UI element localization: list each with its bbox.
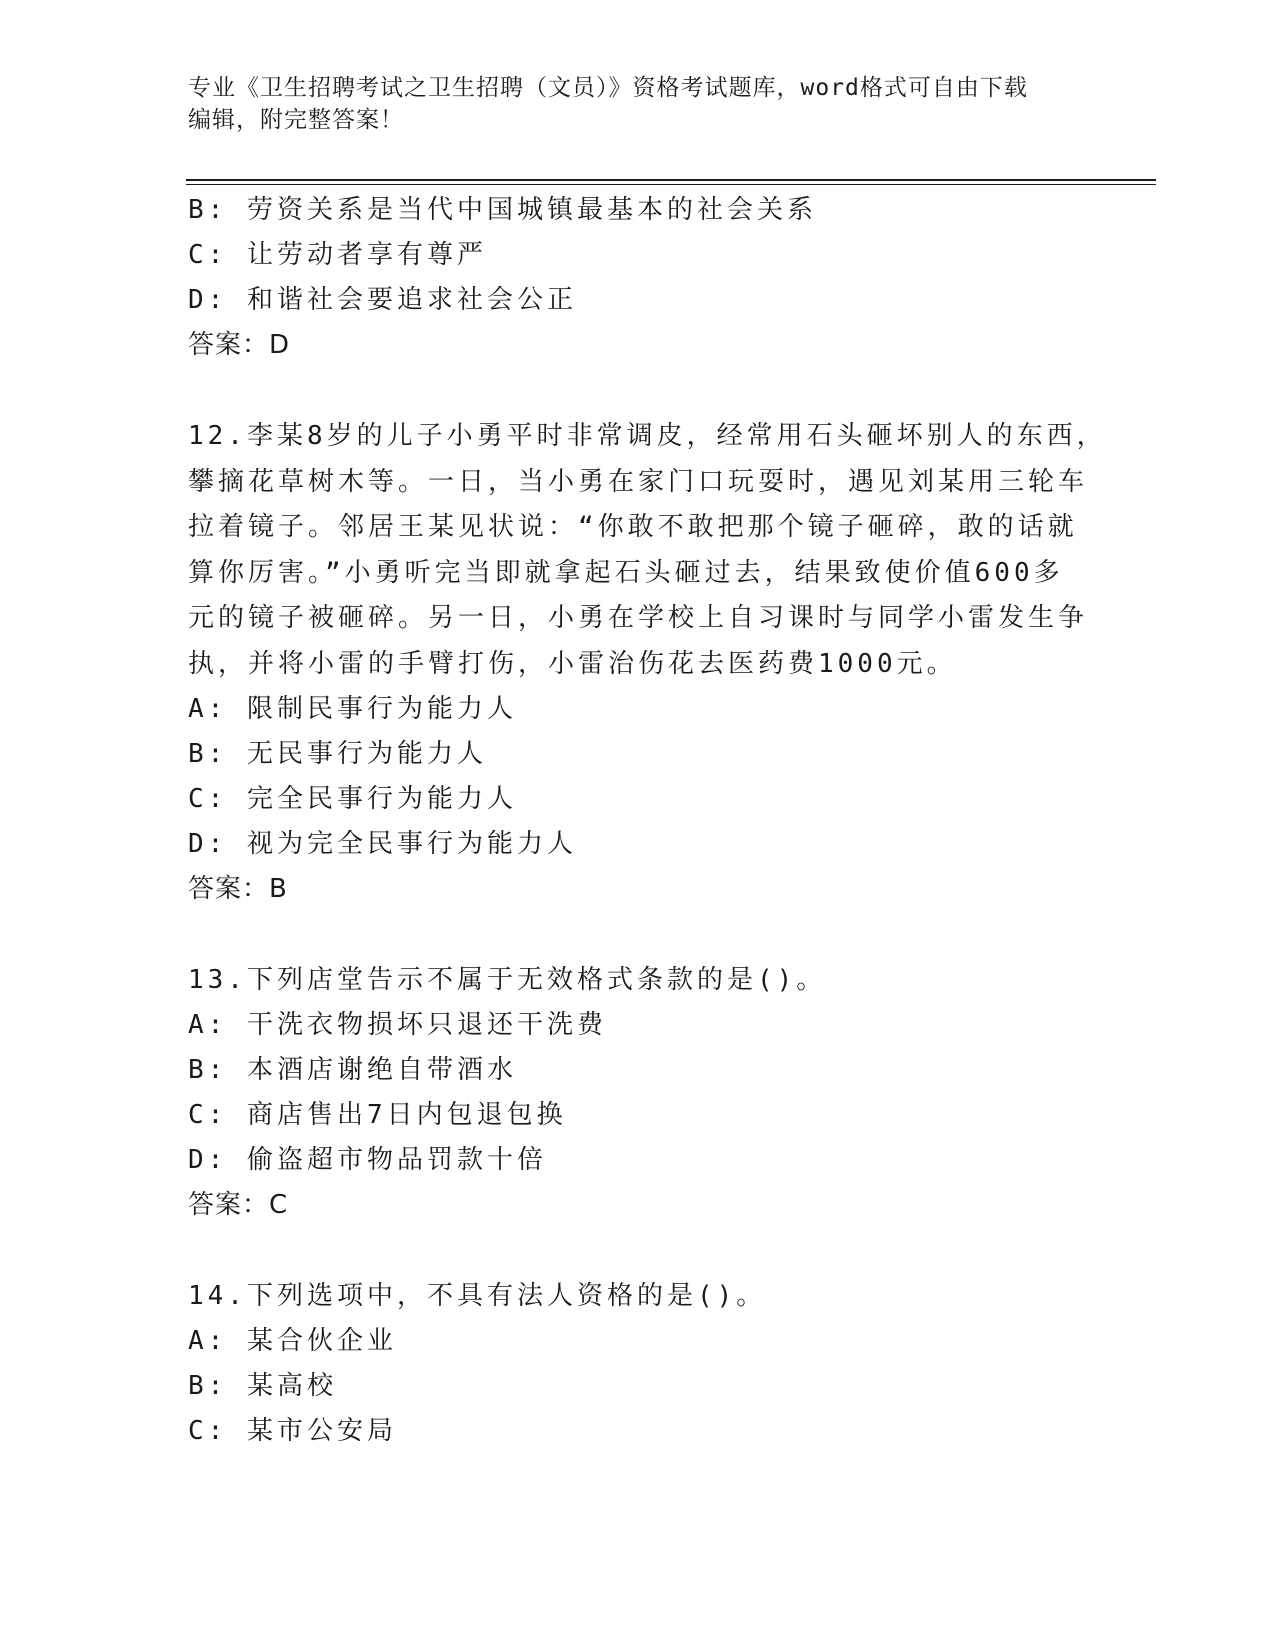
option-c: C: 某市公安局 <box>188 1416 397 1446</box>
option-b: B: 某高校 <box>188 1371 337 1401</box>
option-d: D: 视为完全民事行为能力人 <box>188 829 577 859</box>
option-a: A: 某合伙企业 <box>188 1326 397 1356</box>
option-b: B: 本酒店谢绝自带酒水 <box>188 1055 517 1085</box>
option-b: B: 劳资关系是当代中国城镇最基本的社会关系 <box>188 195 817 225</box>
header-line-1: 专业《卫生招聘考试之卫生招聘（文员）》资格考试题库，word格式可自由下载 <box>188 75 1028 101</box>
answer-line: 答案：D <box>188 330 291 360</box>
question-12 <box>188 414 1107 912</box>
option-a: A: 干洗衣物损坏只退还干洗费 <box>188 1010 607 1040</box>
option-b: B: 无民事行为能力人 <box>188 739 487 769</box>
question-content <box>188 188 1107 1454</box>
question-stem-line: 拉着镜子。邻居王某见状说：“你敢不敢把那个镜子砸碎，敢的话就 <box>188 512 1078 542</box>
answer-line: 答案：B <box>188 874 288 904</box>
question-stem-line: 攀摘花草树木等。一日，当小勇在家门口玩耍时，遇见刘某用三轮车 <box>188 466 1089 497</box>
question-stem-line: 元的镜子被砸碎。另一日，小勇在学校上自习课时与同学小雷发生争 <box>188 603 1089 633</box>
question-stem-line: 执，并将小雷的手臂打伤，小雷治伤花去医药费1000元。 <box>188 648 957 679</box>
question-stem: 13.下列店堂告示不属于无效格式条款的是()。 <box>188 965 827 995</box>
option-a: A: 限制民事行为能力人 <box>188 694 517 724</box>
question-11 <box>188 188 1068 368</box>
option-c: C: 让劳动者享有尊严 <box>188 240 487 270</box>
option-c: C: 商店售出7日内包退包换 <box>188 1100 567 1130</box>
header-divider-thin <box>186 184 1156 185</box>
question-13 <box>188 958 1068 1228</box>
option-d: D: 偷盗超市物品罚款十倍 <box>188 1145 547 1175</box>
header-divider <box>186 179 1156 181</box>
option-c: C: 完全民事行为能力人 <box>188 784 517 814</box>
question-stem: 14.下列选项中，不具有法人资格的是()。 <box>188 1281 767 1311</box>
option-d: D: 和谐社会要追求社会公正 <box>188 285 577 315</box>
answer-line: 答案：C <box>188 1190 289 1220</box>
question-stem-line: 算你厉害。”小勇听完当即就拿起石头砸过去，结果致使价值600多 <box>188 557 1064 588</box>
question-stem-line: 12.李某8岁的儿子小勇平时非常调皮，经常用石头砸坏别人的东西， <box>188 421 1107 451</box>
document-header <box>188 72 1068 136</box>
header-line-2: 编辑，附完整答案！ <box>188 107 404 133</box>
question-14 <box>188 1274 1068 1454</box>
